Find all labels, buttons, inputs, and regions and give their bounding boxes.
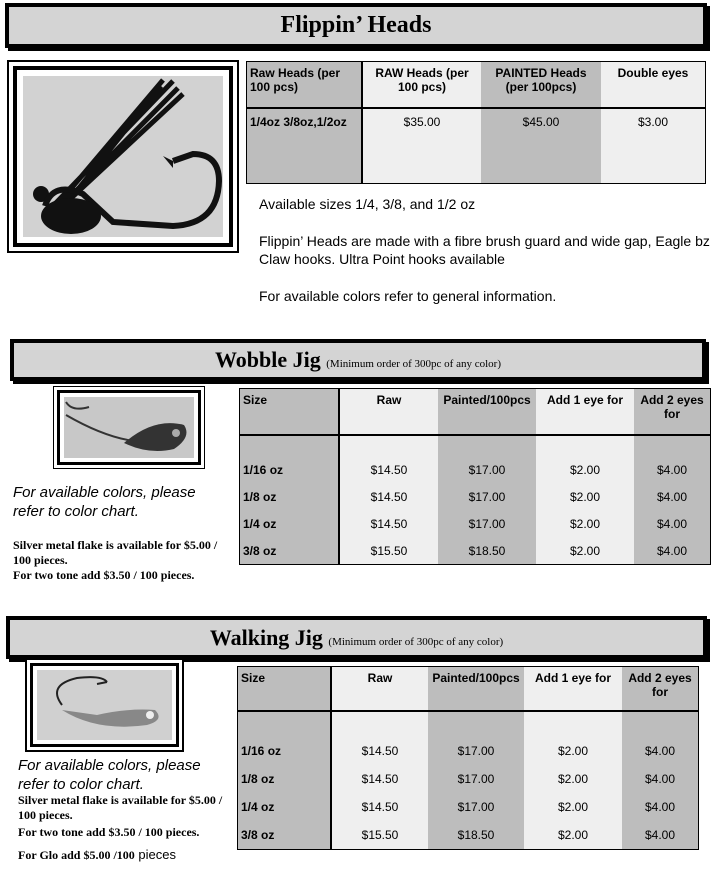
wobble-jig-title: Wobble Jig bbox=[215, 347, 321, 372]
table-cell: $15.50 bbox=[331, 821, 428, 849]
table-cell: $2.00 bbox=[536, 538, 634, 565]
table-row bbox=[238, 737, 699, 765]
flippin-colors-text: For available colors refer to general information. bbox=[259, 288, 557, 304]
walking-jig-title: Walking Jig bbox=[209, 625, 323, 650]
table-cell: $18.50 bbox=[438, 538, 536, 565]
col-header-size: Size bbox=[240, 389, 340, 435]
table-cell: $17.00 bbox=[438, 457, 536, 484]
table-row bbox=[240, 538, 711, 565]
table-cell: $4.00 bbox=[622, 793, 699, 821]
flippin-heads-photo-frame bbox=[7, 60, 239, 253]
wobble-note-two-tone: For two tone add $3.50 / 100 pieces. bbox=[13, 568, 195, 582]
walking-colors-note: For available colors, please refer to color chart. bbox=[18, 757, 201, 793]
table-cell: $17.00 bbox=[438, 511, 536, 538]
table-cell: 3/8 oz bbox=[238, 821, 332, 849]
table-cell: $15.50 bbox=[339, 538, 438, 565]
flippin-heads-banner bbox=[5, 3, 707, 48]
wobble-jig-photo-frame bbox=[53, 386, 205, 469]
table-cell: $2.00 bbox=[524, 737, 622, 765]
col-header-raw: Raw bbox=[331, 667, 428, 711]
table-cell: $4.00 bbox=[622, 821, 699, 849]
flippin-description-text: Flippin’ Heads are made with a fibre brush guard and wide gap, Eagle bz Claw hooks. Ultra Point hooks available bbox=[259, 233, 710, 267]
table-cell: $14.50 bbox=[339, 511, 438, 538]
table-cell: $4.00 bbox=[634, 511, 711, 538]
table-cell-size: 1/4oz 3/8oz,1/2oz bbox=[247, 108, 363, 184]
col-header-size: Raw Heads (per 100 pcs) bbox=[247, 62, 363, 108]
table-row bbox=[240, 457, 711, 484]
wobble-jig-banner bbox=[10, 339, 706, 381]
wobble-notes bbox=[13, 538, 218, 583]
col-header-size: Size bbox=[238, 667, 332, 711]
table-row bbox=[238, 793, 699, 821]
col-header-add-1-eye: Add 1 eye for bbox=[524, 667, 622, 711]
walking-jig-banner bbox=[6, 616, 707, 659]
wobble-note-metal-flake: Silver metal flake is available for $5.00 / 100 pieces. bbox=[13, 538, 218, 567]
table-row bbox=[238, 765, 699, 793]
table-cell: $2.00 bbox=[536, 511, 634, 538]
table-cell: $2.00 bbox=[524, 821, 622, 849]
flippin-sizes-text: Available sizes 1/4, 3/8, and 1/2 oz bbox=[259, 196, 476, 212]
table-cell: $4.00 bbox=[634, 484, 711, 511]
table-cell: $4.00 bbox=[634, 538, 711, 565]
walking-note-glo-bold: For Glo add $5.00 /100 bbox=[18, 848, 135, 862]
flippin-jig-photo-icon bbox=[23, 76, 223, 237]
col-header-add-1-eye: Add 1 eye for bbox=[536, 389, 634, 435]
table-cell: $2.00 bbox=[536, 484, 634, 511]
col-header-raw: Raw bbox=[339, 389, 438, 435]
table-cell: $2.00 bbox=[536, 457, 634, 484]
table-cell-painted: $45.00 bbox=[481, 108, 601, 184]
walking-jig-price-table bbox=[237, 666, 699, 850]
table-cell: $2.00 bbox=[524, 765, 622, 793]
table-cell: 1/8 oz bbox=[238, 765, 332, 793]
flippin-heads-price-table bbox=[246, 61, 706, 184]
table-cell: 3/8 oz bbox=[240, 538, 340, 565]
table-cell: 1/4 oz bbox=[238, 793, 332, 821]
table-cell: $14.50 bbox=[339, 484, 438, 511]
table-cell: $17.00 bbox=[428, 793, 524, 821]
table-cell: $17.00 bbox=[438, 484, 536, 511]
col-header-double-eyes: Double eyes bbox=[601, 62, 706, 108]
table-cell: $18.50 bbox=[428, 821, 524, 849]
table-cell: $17.00 bbox=[428, 737, 524, 765]
table-cell: $14.50 bbox=[331, 765, 428, 793]
table-cell: 1/16 oz bbox=[238, 737, 332, 765]
wobble-jig-minimum: (Minimum order of 300pc of any color) bbox=[326, 358, 501, 370]
table-cell: $4.00 bbox=[634, 457, 711, 484]
table-cell: 1/8 oz bbox=[240, 484, 340, 511]
walking-jig-photo-icon bbox=[37, 670, 172, 740]
table-cell-eyes: $3.00 bbox=[601, 108, 706, 184]
table-cell: $2.00 bbox=[524, 793, 622, 821]
table-cell: $14.50 bbox=[331, 793, 428, 821]
walking-jig-minimum: (Minimum order of 300pc of any color) bbox=[328, 636, 504, 648]
wobble-jig-price-table bbox=[239, 388, 711, 565]
wobble-colors-note: For available colors, please refer to color chart. bbox=[13, 484, 196, 520]
table-row bbox=[240, 484, 711, 511]
table-cell-raw: $35.00 bbox=[362, 108, 481, 184]
table-cell: $14.50 bbox=[339, 457, 438, 484]
col-header-painted: Painted/100pcs bbox=[438, 389, 536, 435]
table-cell: $17.00 bbox=[428, 765, 524, 793]
col-header-add-2-eyes: Add 2 eyes for bbox=[634, 389, 711, 435]
walking-note-glo-rest: pieces bbox=[134, 847, 176, 862]
walking-notes bbox=[18, 793, 223, 863]
table-cell: $4.00 bbox=[622, 765, 699, 793]
col-header-painted: PAINTED Heads (per 100pcs) bbox=[481, 62, 601, 108]
table-cell: $4.00 bbox=[622, 737, 699, 765]
flippin-heads-title: Flippin’ Heads bbox=[280, 12, 432, 38]
walking-note-metal-flake: Silver metal flake is available for $5.00 / 100 pieces. bbox=[18, 793, 223, 822]
table-cell: $14.50 bbox=[331, 737, 428, 765]
table-cell: 1/16 oz bbox=[240, 457, 340, 484]
wobble-jig-photo-icon bbox=[64, 397, 194, 458]
col-header-add-2-eyes: Add 2 eyes for bbox=[622, 667, 699, 711]
col-header-raw: RAW Heads (per 100 pcs) bbox=[362, 62, 481, 108]
walking-jig-photo-frame bbox=[25, 658, 184, 752]
table-row bbox=[240, 511, 711, 538]
table-cell: 1/4 oz bbox=[240, 511, 340, 538]
col-header-painted: Painted/100pcs bbox=[428, 667, 524, 711]
walking-note-two-tone: For two tone add $3.50 / 100 pieces. bbox=[18, 825, 200, 839]
walking-note-glo bbox=[18, 847, 223, 863]
table-row bbox=[238, 821, 699, 849]
